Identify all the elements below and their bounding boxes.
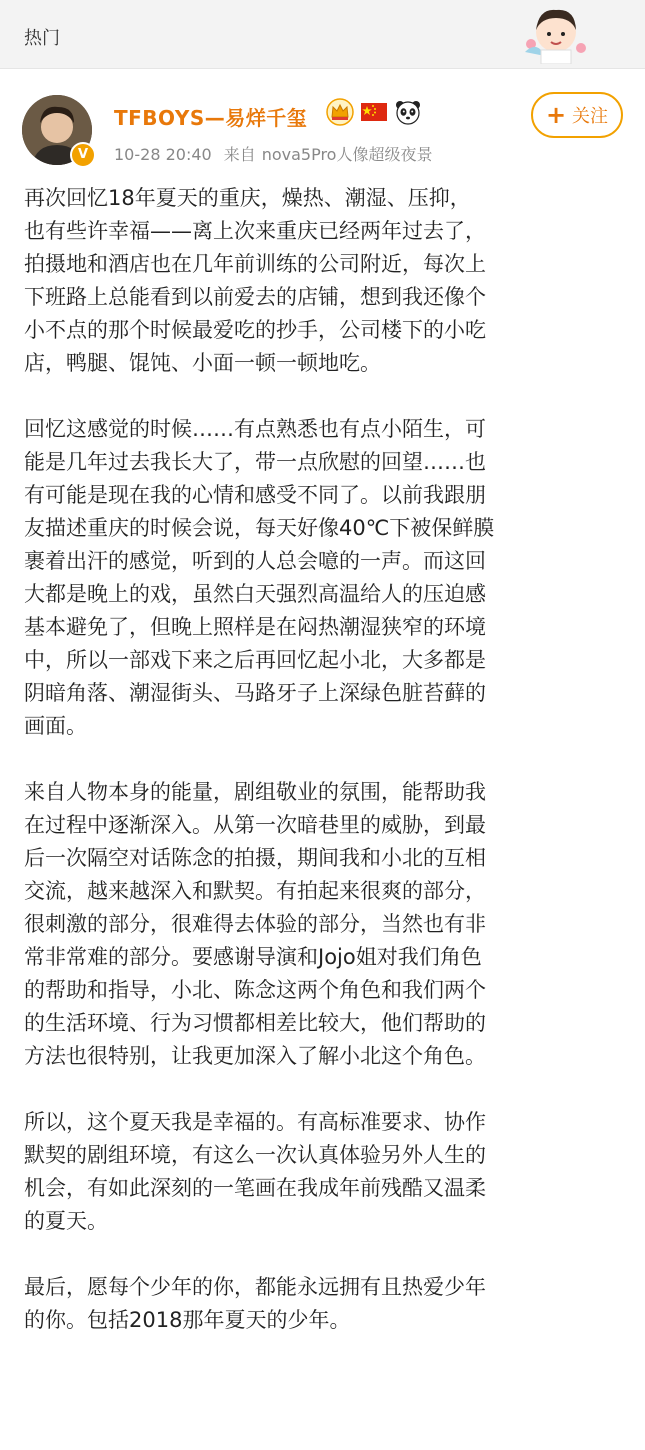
follow-button[interactable] xyxy=(531,92,623,138)
plus-icon: + xyxy=(545,101,567,129)
post-paragraph: 来自人物本身的能量，剧组敬业的氛围，能帮助我 在过程中逐渐深入。从第一次暗巷里的威胁，到最 后一次隔空对话陈念的拍摄，期间我和小北的互相 交流，越来越深入和默契。有拍起来很爽的部分， 很刺激的部分，很难得去体验的部分，当然也有非 常非常难的部分。要感谢导演和Jojo姐对我们角色 的帮助和指导，小北、陈念这两个角色和我们两个 的生活环境、行为习惯都相差比较大，他们帮助的 方法也很特别，让我更加深入了解小北这个角色。 xyxy=(24,780,486,1068)
post-paragraph: 所以，这个夏天我是幸福的。有高标准要求、协作 默契的剧组环境，有这么一次认真体验另外人生的 机会，有如此深刻的一笔画在我成年前残酷又温柔 的夏天。 xyxy=(24,1110,486,1233)
post-time: 10-28 20:40 xyxy=(114,145,212,164)
post-paragraph: 最后，愿每个少年的你，都能永远拥有且热爱少年 的你。包括2018那年夏天的少年。 xyxy=(24,1275,486,1332)
post-source[interactable]: nova5Pro人像超级夜景 xyxy=(261,145,433,164)
post-header xyxy=(0,70,645,170)
author-name[interactable]: TFBOYS—易烊千玺 xyxy=(114,106,308,130)
top-bar xyxy=(0,0,645,69)
panda-icon[interactable] xyxy=(394,98,422,126)
crown-icon[interactable] xyxy=(326,98,354,126)
follow-label: 关注 xyxy=(572,106,609,127)
author-badges xyxy=(326,98,422,126)
post-body xyxy=(24,182,624,1370)
china-flag-icon[interactable] xyxy=(360,98,388,126)
post-paragraph: 再次回忆18年夏天的重庆，燥热、潮湿、压抑， 也有些许幸福——离上次来重庆已经两年过去了， 拍摄地和酒店也在几年前训练的公司附近，每次上 下班路上总能看到以前爱去的店铺，想到我还像个 小不点的那个时候最爱吃的抄手，公司楼下的小吃 店，鸭腿、馄饨、小面一顿一顿地吃。 xyxy=(24,186,486,375)
post-paragraph: 回忆这感觉的时候……有点熟悉也有点小陌生，可 能是几年过去我长大了，带一点欣慰的回望……也 有可能是现在我的心情和感受不同了。以前我跟朋 友描述重庆的时候会说，每天好像40℃下被保鲜膜 裹着出汗的感觉，听到的人总会噫的一声。而这回 大都是晚上的戏，虽然白天强烈高温给人的压迫感 基本避免了，但晚上照样是在闷热潮湿狭窄的环境 中，所以一部戏下来之后再回忆起小北，大多都是 阴暗角落、潮湿街头、马路牙子上深绿色脏苔藓的 画面。 xyxy=(24,417,495,738)
page-title: 热门 xyxy=(24,28,60,49)
post-meta xyxy=(114,142,444,165)
cartoon-avatar-banner-icon[interactable] xyxy=(525,4,587,64)
source-prefix: 来自 xyxy=(223,145,256,164)
verified-v-icon: V xyxy=(70,142,96,168)
